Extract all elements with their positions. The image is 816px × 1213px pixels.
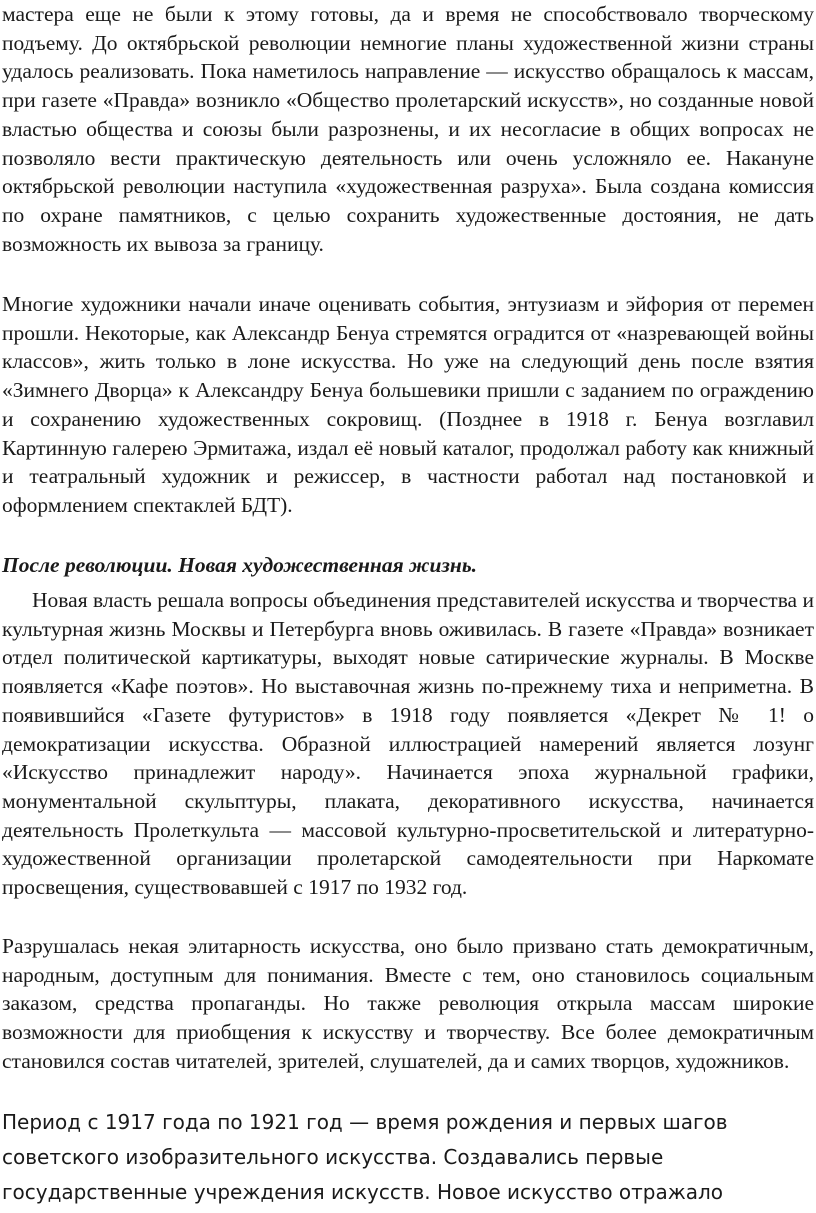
paragraph-3: Новая власть решала вопросы объединения представителей искусства и творчества и культурная жизнь Москвы и Петербурга вновь оживилась. В газете «Правда» возникает отдел политической картикатуры, выходят новые сатирические журналы. В Москве появляется «Кафе поэтов». Но выставочная жизнь по-прежнему тиха и неприметна. В появившийся «Газете футуристов» в 1918 году появляется «Декрет № 1! о демократизации искусства. Образной иллюстрацией намерений является лозунг «Искусство принадлежит народу». Начинается эпоха журнальной графики, монументальной скульптуры, плаката, декоративного искусства, начинается деятельность Пролеткульта — массовой культурно-просветительской и литературно-художественной организации пролетарской самодеятельности при Наркомате просвещения, существовавшей с 1917 по 1932 год.	[2, 588, 814, 900]
paragraph-2: Многие художники начали иначе оценивать события, энтузиазм и эйфория от перемен прошли. Некоторые, как Александр Бенуа стремятся оградится от «назревающей войны классов», жить только в лоне искусства. Но уже на следующий день после взятия «Зимнего Дворца» к Александру Бенуа большевики пришли с заданием по ограждению и сохранению художественных сокровищ. (Позднее в 1918 г. Бенуа возглавил Картинную галерею Эрмитажа, издал её новый каталог, продолжал работу как книжный и театральный художник и режиссер, в частности работал над постановкой и оформлением спектаклей БДТ).	[2, 292, 814, 517]
section-heading: После революции. Новая художественная жизнь.	[2, 553, 478, 577]
paragraph-1: мастера еще не были к этому готовы, да и время не способствовало творческому подъему. До октябрьской революции немногие планы художественной жизни страны удалось реализовать. Пока наметилось направление — искусство обращалось к массам, при газете «Правда» возникло «Общество пролетарский искусств», но созданные новой властью общества и союзы были разрознены, и их несогласие в общих вопросах не позволяло вести практическую деятельность или очень усложняло ее. Накануне октябрьской революции наступила «художественная разруха». Была создана комиссия по охране памятников, с целью сохранить художественные достояния, не дать возможность их вывоза за границу.	[2, 2, 814, 256]
paragraph-4: Разрушалась некая элитарность искусства, оно было призвано стать демократичным, народным, доступным для понимания. Вместе с тем, оно становилось социальным заказом, средства пропаганды. Но также революция открыла массам широкие возможности для приобщения к искусству и творчеству. Все более демократичным становился состав читателей, зрителей, слушателей, да и самих творцов, художников.	[2, 934, 814, 1073]
paragraph-5: Период с 1917 года по 1921 год — время рождения и первых шагов советского изобразительного искусства. Создавались первые государственные учреждения искусств. Новое искусство отражало	[2, 1110, 728, 1204]
